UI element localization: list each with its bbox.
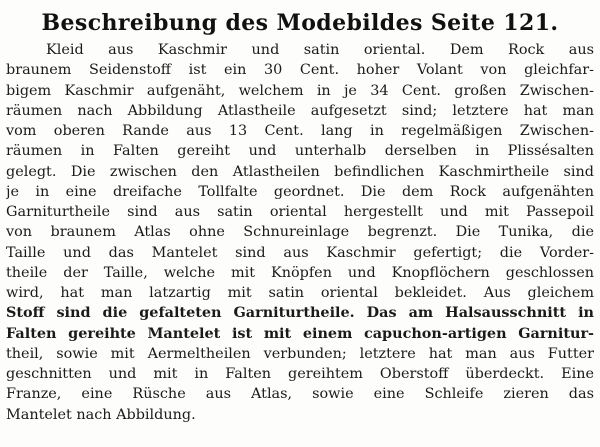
text-line: bigem Kaschmir aufgenäht, welchem in je 34 Cent. großen Zwischen- <box>6 82 594 99</box>
text-line: räumen nach Abbildung Atlastheile aufgesetzt sind; letztere hat man <box>6 102 594 119</box>
text-line: gelegt. Die zwischen den Atlastheilen befindlichen Kaschmirtheile sind <box>6 163 594 180</box>
text-line: theil, sowie mit Aermeltheilen verbunden; letztere hat man aus Futter <box>6 345 594 362</box>
text-line: Taille und das Mantelet sind aus Kaschmir gefertigt; die Vorder- <box>6 244 594 261</box>
text-line: räumen in Falten gereiht und unterhalb derselben in Plissésalten <box>6 143 594 160</box>
text-line: Kleid aus Kaschmir und satin oriental. Dem Rock aus <box>46 42 594 58</box>
description-paragraph <box>6 40 594 425</box>
text-line: Franze, eine Rüsche aus Atlas, sowie eine Schleife zieren das <box>6 386 594 403</box>
page-title: Beschreibung des Modebildes Seite 121. <box>41 10 559 36</box>
text-line: braunem Seidenstoff ist ein 30 Cent. hoher Volant von gleichfar- <box>6 62 594 79</box>
text-line: theile der Taille, welche mit Knöpfen und Knopflöchern geschlossen <box>6 264 594 281</box>
text-line: Falten gereihte Mantelet ist mit einem capuchon-artigen Garnitur- <box>6 324 594 342</box>
text-line: Garniturtheile sind aus satin oriental hergestellt und mit Passepoil <box>6 204 594 220</box>
text-line: von braunem Atlas ohne Schnureinlage begrenzt. Die Tunika, die <box>6 224 594 241</box>
text-line: je in eine dreifache Tollfalte geordnet. Die dem Rock aufgenähten <box>6 183 594 200</box>
text-line: vom oberen Rande aus 13 Cent. lang in regelmäßigen Zwischen- <box>6 123 594 139</box>
text-line: geschnitten und mit in Falten gereihtem Oberstoff überdeckt. Eine <box>6 366 594 382</box>
text-line: wird, hat man latzartig mit satin oriental bekleidet. Aus gleichem <box>6 285 594 301</box>
text-line: Stoff sind die gefalteten Garniturtheile. Das am Halsausschnitt in <box>6 304 594 322</box>
text-line: Mantelet nach Abbildung. <box>6 406 196 423</box>
